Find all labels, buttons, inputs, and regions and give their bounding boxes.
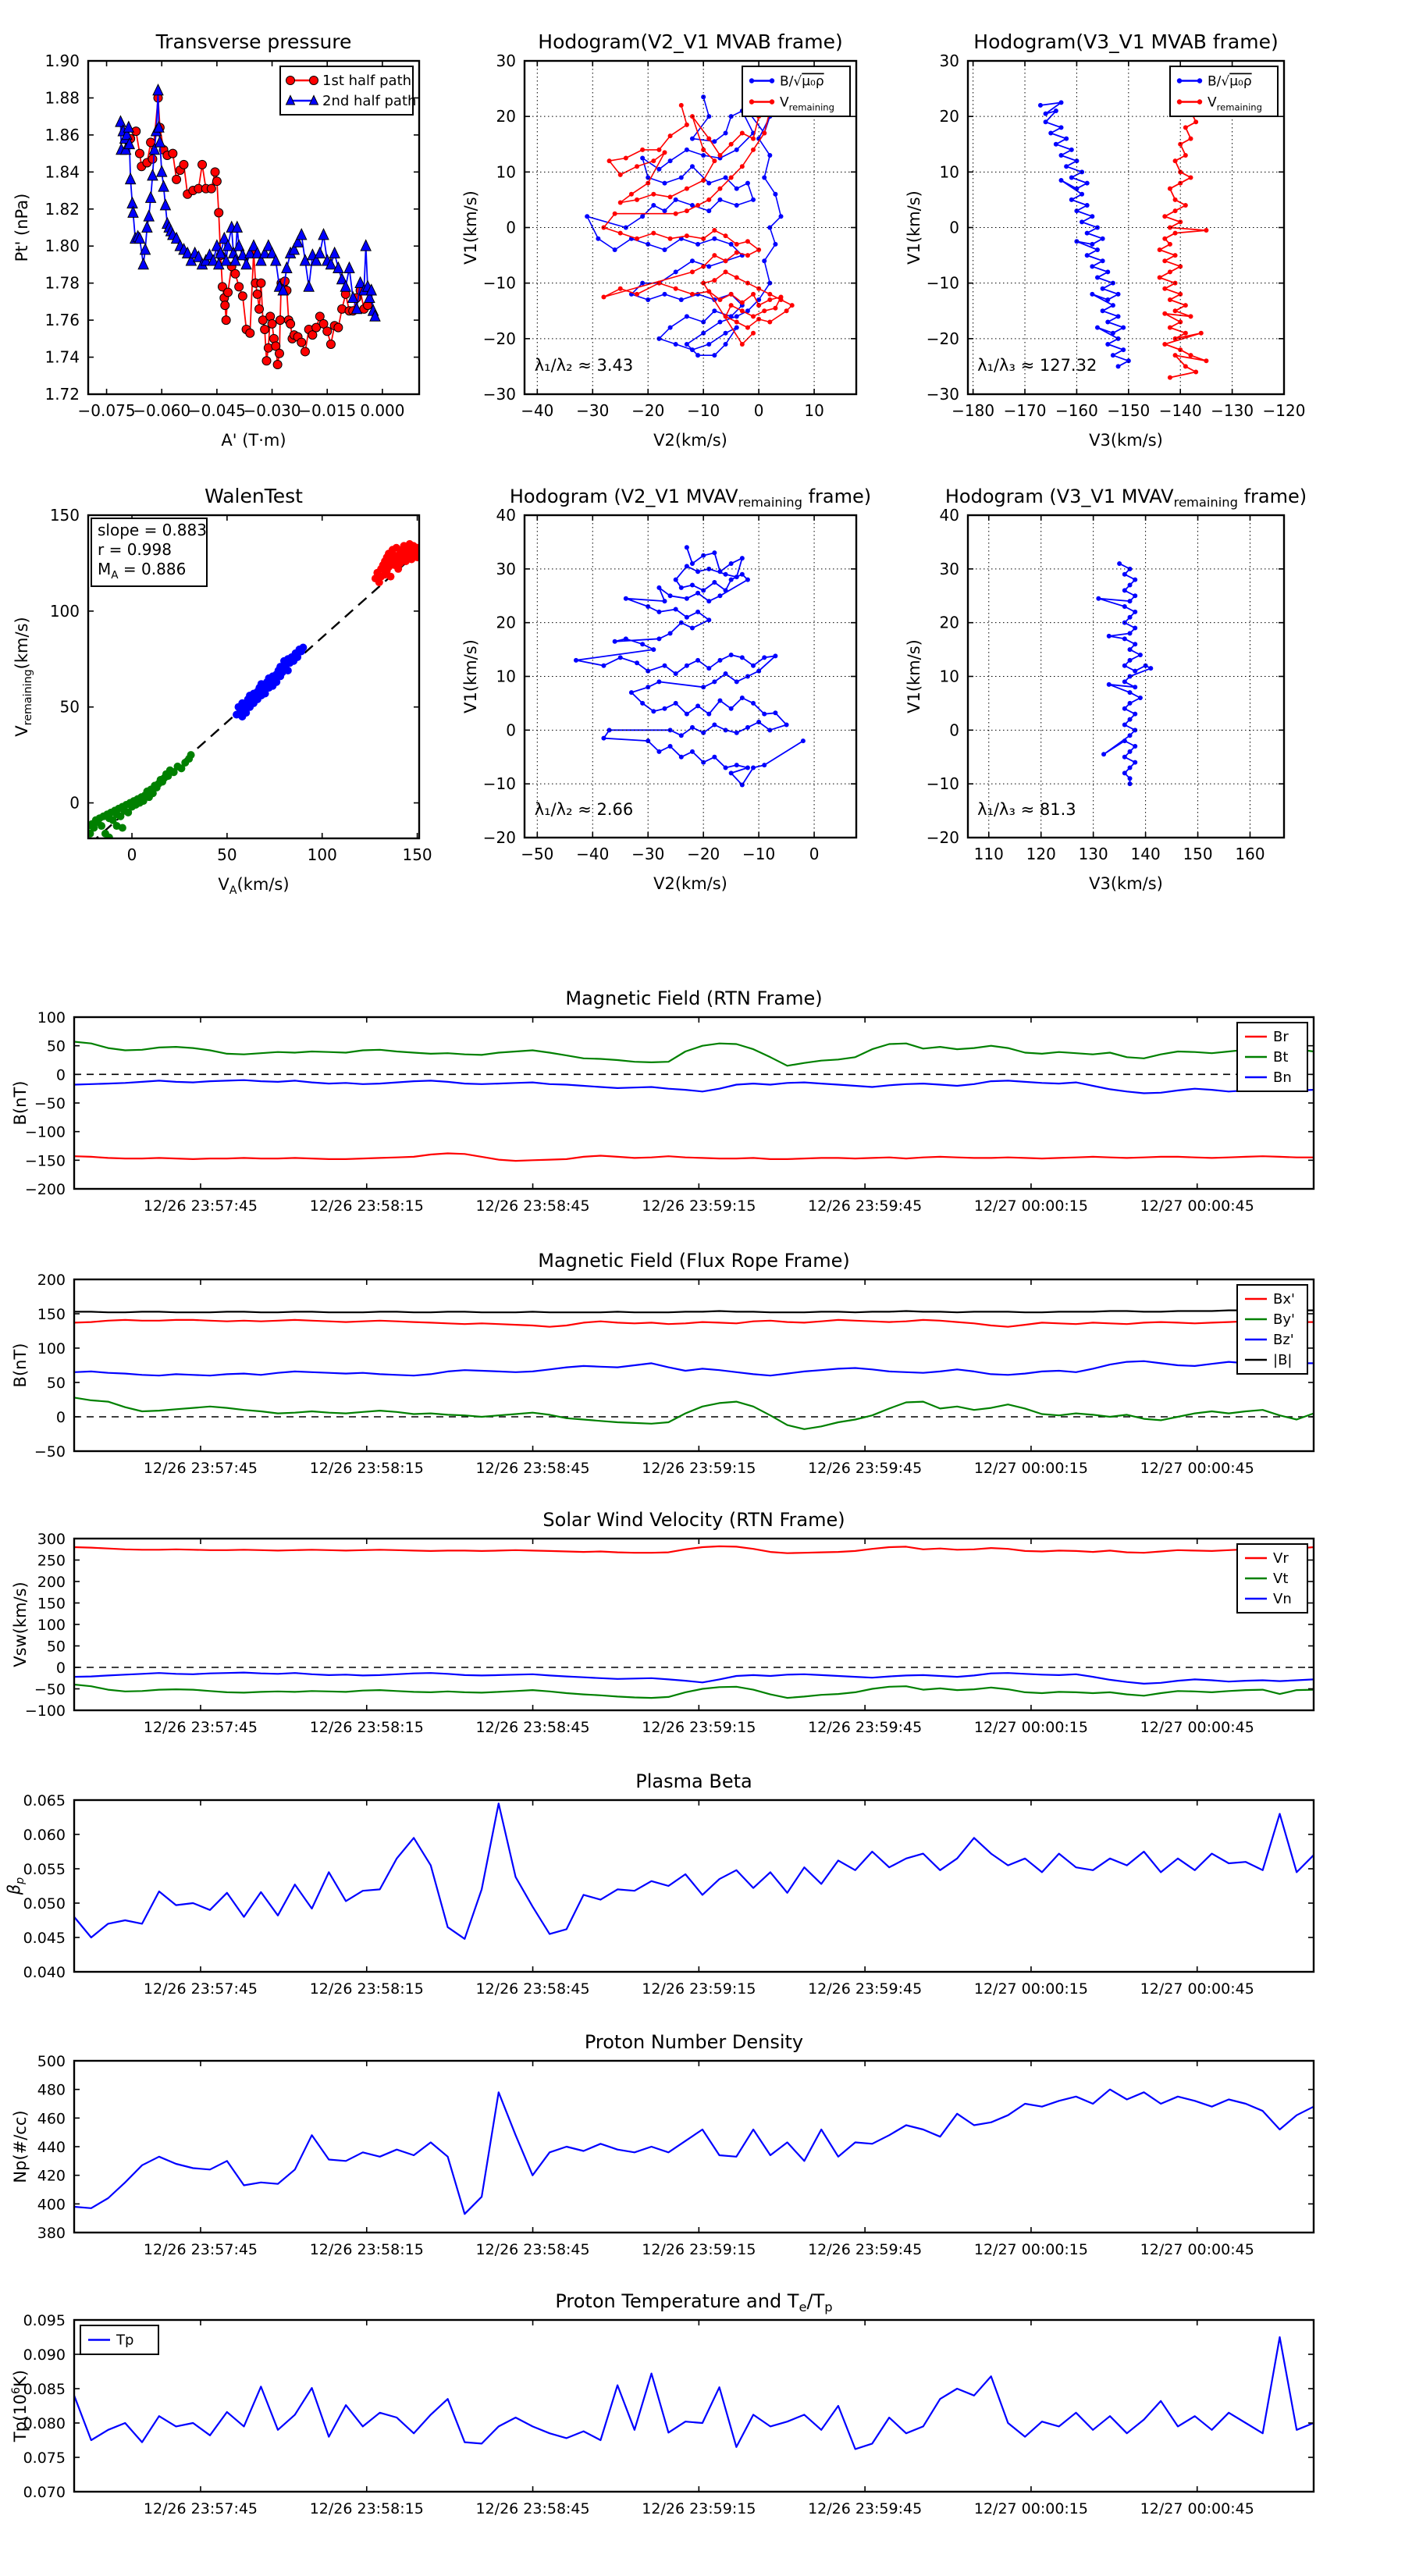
- y-tick-label: 0.065: [23, 1792, 66, 1809]
- x-tick-label: 12/27 00:00:15: [973, 1197, 1089, 1215]
- x-tick-label: 10: [804, 401, 824, 420]
- legend-label: Bt: [1273, 1049, 1289, 1066]
- x-tick-label: −120: [1262, 401, 1306, 420]
- y-axis-label: V1(km/s): [461, 190, 480, 265]
- legend-label: Vn: [1273, 1591, 1292, 1607]
- y-tick-label: 150: [37, 1306, 66, 1323]
- legend: [280, 66, 416, 115]
- y-tick-label: 10: [939, 162, 959, 182]
- chart-title: Plasma Beta: [635, 1770, 752, 1792]
- x-tick-label: 12/26 23:58:45: [475, 1980, 590, 1998]
- x-tick-label: −10: [742, 845, 776, 863]
- x-tick-label: 150: [1183, 845, 1213, 863]
- chart-title: Magnetic Field (Flux Rope Frame): [538, 1250, 850, 1272]
- y-tick-label: 0.075: [23, 2450, 66, 2467]
- hodogram-v3v1-mvav-plot: [884, 467, 1393, 920]
- x-axis-label: A' (T·m): [221, 431, 286, 450]
- y-tick-label: 100: [49, 601, 80, 621]
- x-tick-label: −30: [631, 845, 665, 863]
- x-tick-label: 12/26 23:58:15: [309, 1197, 424, 1215]
- y-tick-label: 400: [37, 2196, 66, 2214]
- y-tick-label: 500: [37, 2053, 66, 2070]
- x-tick-label: 12/26 23:59:45: [808, 2500, 923, 2517]
- y-tick-label: 0.095: [23, 2312, 66, 2329]
- plot-area: [1038, 98, 1208, 380]
- y-tick-label: 0.085: [23, 2381, 66, 2398]
- x-tick-label: 12/26 23:57:45: [143, 1980, 258, 1998]
- legend-label: By': [1273, 1311, 1295, 1328]
- plot-area: [74, 1311, 1314, 1429]
- legend-label: Vr: [1273, 1550, 1289, 1567]
- plasma-beta-plot: [0, 1752, 1405, 2054]
- x-tick-label: 12/26 23:58:15: [309, 1719, 424, 1736]
- x-tick-label: 12/26 23:58:15: [309, 1980, 424, 1998]
- x-tick-label: −0.060: [133, 401, 191, 420]
- chart-title: Hodogram (V2_V1 $MVAV_{remaining}$ frame): [509, 486, 872, 510]
- x-tick-label: −180: [951, 401, 995, 420]
- x-tick-label: −50: [521, 845, 554, 863]
- y-tick-label: −20: [482, 828, 516, 847]
- x-tick-label: 12/26 23:57:45: [143, 2500, 258, 2517]
- y-tick-label: 1.78: [44, 273, 80, 293]
- x-axis-label: V2(km/s): [653, 874, 727, 893]
- x-tick-label: −0.030: [243, 401, 301, 420]
- x-tick-label: 12/26 23:58:15: [309, 1460, 424, 1477]
- x-tick-label: 120: [1026, 845, 1056, 863]
- x-tick-label: −30: [576, 401, 610, 420]
- y-tick-label: −200: [24, 1181, 66, 1198]
- plot-area: [74, 2337, 1314, 2449]
- y-tick-label: 300: [37, 1531, 66, 1548]
- x-tick-label: 12/27 00:00:15: [973, 2241, 1089, 2258]
- x-tick-label: −20: [631, 401, 665, 420]
- y-tick-label: 40: [939, 506, 959, 525]
- x-tick-label: −40: [521, 401, 554, 420]
- legend-label: $V_{remaining}$: [780, 94, 834, 113]
- y-axis-label: $\beta_p$: [5, 1877, 27, 1895]
- series-v-remaining: [1096, 561, 1153, 786]
- y-tick-label: −10: [482, 774, 516, 794]
- x-tick-label: −170: [1003, 401, 1047, 420]
- x-tick-label: −130: [1211, 401, 1254, 420]
- x-tick-label: 12/26 23:58:45: [475, 1719, 590, 1736]
- x-tick-label: 12/26 23:59:45: [808, 1980, 923, 1998]
- legend-label: 1st half path: [322, 73, 412, 89]
- chart-title: Hodogram (V3_V1 $MVAV_{remaining}$ frame): [944, 486, 1307, 510]
- y-tick-label: 20: [496, 107, 516, 126]
- legend-label: Br: [1273, 1029, 1289, 1045]
- series-first-interval: [80, 751, 194, 841]
- x-tick-label: 12/26 23:59:45: [808, 1719, 923, 1736]
- solar-wind-velocity-rtn-plot: [0, 1490, 1405, 1792]
- x-tick-label: 12/26 23:59:15: [642, 1719, 756, 1736]
- y-tick-label: −10: [482, 273, 516, 293]
- chart-title: Solar Wind Velocity (RTN Frame): [542, 1509, 845, 1531]
- y-tick-label: 20: [939, 613, 959, 632]
- y-tick-label: 50: [46, 1375, 66, 1392]
- x-tick-label: 12/26 23:59:15: [642, 2500, 756, 2517]
- x-axis-label: $V_A(km/s)$: [218, 875, 290, 897]
- legend: [742, 66, 850, 116]
- x-tick-label: 12/27 00:00:15: [973, 1980, 1089, 1998]
- y-tick-label: 100: [37, 1617, 66, 1634]
- plot-area: [74, 1803, 1314, 1938]
- x-tick-label: 12/27 00:00:45: [1140, 1460, 1254, 1477]
- y-tick-label: −20: [926, 329, 959, 348]
- hodogram-v3v1-mvab-plot: [884, 12, 1393, 476]
- x-tick-label: −0.015: [298, 401, 357, 420]
- y-tick-label: −100: [24, 1703, 66, 1720]
- x-tick-label: 12/27 00:00:15: [973, 2500, 1089, 2517]
- legend-label: Tp: [116, 2332, 134, 2349]
- series-v-remaining: [574, 545, 806, 787]
- series-b-sqrt-mu0-rho-: [1038, 100, 1131, 368]
- magnetic-field-rtn-plot: [0, 969, 1405, 1271]
- y-axis-label: Pt' (nPa): [12, 193, 31, 262]
- y-tick-label: −10: [926, 273, 959, 293]
- x-tick-label: −20: [687, 845, 720, 863]
- y-tick-label: 1.82: [44, 199, 80, 219]
- plot-area: [74, 1042, 1314, 1162]
- y-tick-label: 100: [37, 1340, 66, 1357]
- x-tick-label: 0: [753, 401, 764, 420]
- legend: [1237, 1544, 1307, 1613]
- x-tick-label: 100: [307, 845, 337, 864]
- y-axis-label: V1(km/s): [905, 639, 923, 713]
- y-tick-label: −50: [34, 1681, 66, 1699]
- chart-title: Magnetic Field (RTN Frame): [565, 987, 823, 1009]
- x-tick-label: 12/26 23:58:45: [475, 1197, 590, 1215]
- series-last-interval: [372, 540, 423, 586]
- y-tick-label: 50: [46, 1037, 66, 1055]
- y-axis-label: Vsw(km/s): [11, 1582, 30, 1667]
- x-axis-label: V3(km/s): [1089, 431, 1163, 450]
- x-tick-label: 0.000: [360, 401, 405, 420]
- magnetic-field-flux-rope-plot: [0, 1231, 1405, 1533]
- y-tick-label: 460: [37, 2110, 66, 2128]
- x-tick-label: 12/27 00:00:15: [973, 1460, 1089, 1477]
- y-tick-label: 150: [37, 1595, 66, 1613]
- annotation: λ₁/λ₃ ≈ 81.3: [977, 800, 1076, 820]
- plot-area: [116, 84, 380, 368]
- y-tick-label: 0.050: [23, 1895, 66, 1912]
- y-tick-label: 100: [37, 1009, 66, 1026]
- x-tick-label: 12/27 00:00:15: [973, 1719, 1089, 1736]
- y-tick-label: 0.060: [23, 1827, 66, 1844]
- x-tick-label: 12/26 23:59:15: [642, 1197, 756, 1215]
- y-axis-label: B(nT): [11, 1080, 30, 1126]
- plot-area: [585, 94, 795, 358]
- y-tick-label: 0.040: [23, 1964, 66, 1981]
- proton-temperature-plot: [0, 2272, 1405, 2574]
- x-tick-label: 12/26 23:59:45: [808, 2241, 923, 2258]
- x-tick-label: 12/26 23:59:15: [642, 2241, 756, 2258]
- x-tick-label: 12/26 23:57:45: [143, 1197, 258, 1215]
- stats-box: [91, 518, 207, 586]
- y-tick-label: 1.76: [44, 311, 80, 330]
- chart-title: Proton Number Density: [584, 2031, 804, 2053]
- y-tick-label: 480: [37, 2081, 66, 2099]
- x-tick-label: 12/26 23:57:45: [143, 2241, 258, 2258]
- y-tick-label: 0: [949, 218, 959, 237]
- y-tick-label: 420: [37, 2167, 66, 2185]
- x-tick-label: −160: [1055, 401, 1098, 420]
- y-axis-label: $V_{remaining}(km/s)$: [12, 617, 34, 737]
- y-tick-label: 200: [37, 1574, 66, 1591]
- legend: [1170, 66, 1278, 116]
- y-axis-label: V1(km/s): [905, 190, 923, 265]
- annotation: λ₁/λ₂ ≈ 2.66: [534, 800, 634, 820]
- y-tick-label: 0.045: [23, 1930, 66, 1947]
- y-tick-label: 0: [69, 793, 80, 813]
- x-tick-label: 12/27 00:00:45: [1140, 1719, 1254, 1736]
- y-tick-label: 0.080: [23, 2415, 66, 2432]
- x-tick-label: 130: [1078, 845, 1108, 863]
- y-tick-label: 0: [55, 1066, 66, 1084]
- stats-line: slope = 0.883: [98, 521, 207, 539]
- y-tick-label: 30: [939, 559, 959, 578]
- stats-line: r = 0.998: [98, 540, 172, 559]
- y-tick-label: 1.88: [44, 88, 80, 108]
- y-tick-label: 20: [939, 107, 959, 126]
- series-mid-interval: [233, 644, 307, 720]
- y-tick-label: 30: [496, 52, 516, 70]
- x-tick-label: 12/27 00:00:45: [1140, 2500, 1254, 2517]
- x-tick-label: 12/26 23:59:45: [808, 1460, 923, 1477]
- y-tick-label: −50: [34, 1095, 66, 1112]
- annotation: λ₁/λ₂ ≈ 3.43: [534, 356, 634, 375]
- y-tick-label: 1.84: [44, 162, 80, 182]
- proton-number-density-plot: [0, 2012, 1405, 2314]
- x-tick-label: 12/26 23:57:45: [143, 1719, 258, 1736]
- y-tick-label: −50: [34, 1443, 66, 1461]
- x-tick-label: 160: [1235, 845, 1265, 863]
- y-axis-label: Np(#/cc): [11, 2110, 30, 2183]
- y-tick-label: −20: [926, 828, 959, 847]
- y-tick-label: −10: [926, 774, 959, 794]
- y-tick-label: 0: [949, 720, 959, 740]
- y-tick-label: −100: [24, 1123, 66, 1141]
- legend: [80, 2325, 158, 2354]
- x-tick-label: 110: [973, 845, 1004, 863]
- y-tick-label: −30: [926, 385, 959, 404]
- y-tick-label: −30: [482, 385, 516, 404]
- y-tick-label: 150: [49, 506, 80, 525]
- plot-area: [1096, 561, 1153, 786]
- y-tick-label: −20: [482, 329, 516, 348]
- y-tick-label: 0: [506, 720, 516, 740]
- x-tick-label: 12/26 23:57:45: [143, 1460, 258, 1477]
- x-tick-label: 150: [402, 845, 432, 864]
- annotation: λ₁/λ₃ ≈ 127.32: [977, 356, 1097, 375]
- x-tick-label: 12/27 00:00:45: [1140, 2241, 1254, 2258]
- plot-area: [74, 1546, 1314, 1698]
- x-tick-label: 12/26 23:58:45: [475, 2500, 590, 2517]
- legend-label: Bx': [1273, 1291, 1295, 1308]
- y-tick-label: 10: [939, 667, 959, 686]
- y-tick-label: 0: [506, 218, 516, 237]
- chart-title: Transverse pressure: [155, 30, 352, 53]
- y-tick-label: 0.055: [23, 1861, 66, 1878]
- y-tick-label: 20: [496, 613, 516, 632]
- series-2nd-half-path: [116, 84, 380, 321]
- y-tick-label: 10: [496, 667, 516, 686]
- y-axis-label: $Tp(10^6K)$: [10, 2369, 30, 2443]
- y-tick-label: 1.72: [44, 385, 80, 404]
- x-axis-label: V3(km/s): [1089, 874, 1163, 893]
- y-tick-label: 0.070: [23, 2484, 66, 2501]
- legend-label: B/√μ₀ρ: [780, 73, 824, 90]
- x-tick-label: 12/27 00:00:45: [1140, 1980, 1254, 1998]
- x-tick-label: 12/26 23:59:15: [642, 1980, 756, 1998]
- x-tick-label: −0.045: [187, 401, 246, 420]
- legend-label: |B|: [1273, 1352, 1293, 1368]
- x-tick-label: 140: [1130, 845, 1161, 863]
- chart-title: Hodogram(V2_V1 MVAB frame): [538, 30, 843, 53]
- y-tick-label: 40: [496, 506, 516, 525]
- legend-label: Bn: [1273, 1069, 1292, 1086]
- x-tick-label: 0: [809, 845, 820, 863]
- x-tick-label: 0: [126, 845, 137, 864]
- x-tick-label: 50: [217, 845, 237, 864]
- x-tick-label: 12/26 23:59:45: [808, 1197, 923, 1215]
- legend: [1237, 1285, 1307, 1374]
- legend: [1237, 1023, 1307, 1091]
- x-tick-label: −10: [687, 401, 720, 420]
- y-tick-label: 380: [37, 2225, 66, 2242]
- legend-label: Bz': [1273, 1332, 1294, 1348]
- chart-title: Hodogram(V3_V1 MVAB frame): [973, 30, 1279, 53]
- y-tick-label: 200: [37, 1272, 66, 1289]
- y-tick-label: 1.86: [44, 125, 80, 144]
- y-tick-label: −150: [24, 1152, 66, 1170]
- legend-label: Vt: [1273, 1571, 1289, 1587]
- y-axis-label: B(nT): [11, 1343, 30, 1388]
- y-tick-label: 0.090: [23, 2347, 66, 2364]
- y-tick-label: 0: [55, 1409, 66, 1426]
- x-tick-label: 12/26 23:58:45: [475, 1460, 590, 1477]
- plot-area: [574, 545, 806, 787]
- y-tick-label: 1.90: [44, 52, 80, 70]
- y-tick-label: 50: [46, 1638, 66, 1656]
- y-tick-label: 10: [496, 162, 516, 182]
- y-tick-label: 0: [55, 1660, 66, 1677]
- y-tick-label: 30: [939, 52, 959, 70]
- y-tick-label: 250: [37, 1552, 66, 1570]
- x-tick-label: 12/26 23:58:15: [309, 2241, 424, 2258]
- chart-title: WalenTest: [205, 485, 303, 507]
- x-tick-label: 12/27 00:00:45: [1140, 1197, 1254, 1215]
- y-tick-label: 50: [59, 697, 80, 717]
- x-tick-label: 12/26 23:58:15: [309, 2500, 424, 2517]
- y-tick-label: 1.74: [44, 347, 80, 367]
- x-tick-label: −0.075: [77, 401, 136, 420]
- series-1st-half-path: [126, 94, 372, 369]
- x-tick-label: −150: [1107, 401, 1151, 420]
- y-tick-label: 440: [37, 2139, 66, 2156]
- chart-title: Proton Temperature and $T_e/T_p$: [555, 2290, 833, 2314]
- x-axis-label: V2(km/s): [653, 431, 727, 450]
- legend-label: B/√μ₀ρ: [1208, 73, 1252, 90]
- x-tick-label: −140: [1158, 401, 1202, 420]
- y-axis-label: V1(km/s): [461, 639, 480, 713]
- plot-area: [74, 2090, 1314, 2215]
- legend-label: $V_{remaining}$: [1208, 94, 1262, 113]
- x-tick-label: 12/26 23:59:15: [642, 1460, 756, 1477]
- y-tick-label: 30: [496, 559, 516, 578]
- legend-label: 2nd half path: [322, 93, 417, 109]
- x-tick-label: −40: [576, 845, 610, 863]
- y-tick-label: 1.80: [44, 237, 80, 256]
- stats-line: $M_A = 0.886$: [98, 560, 187, 582]
- x-tick-label: 12/26 23:58:45: [475, 2241, 590, 2258]
